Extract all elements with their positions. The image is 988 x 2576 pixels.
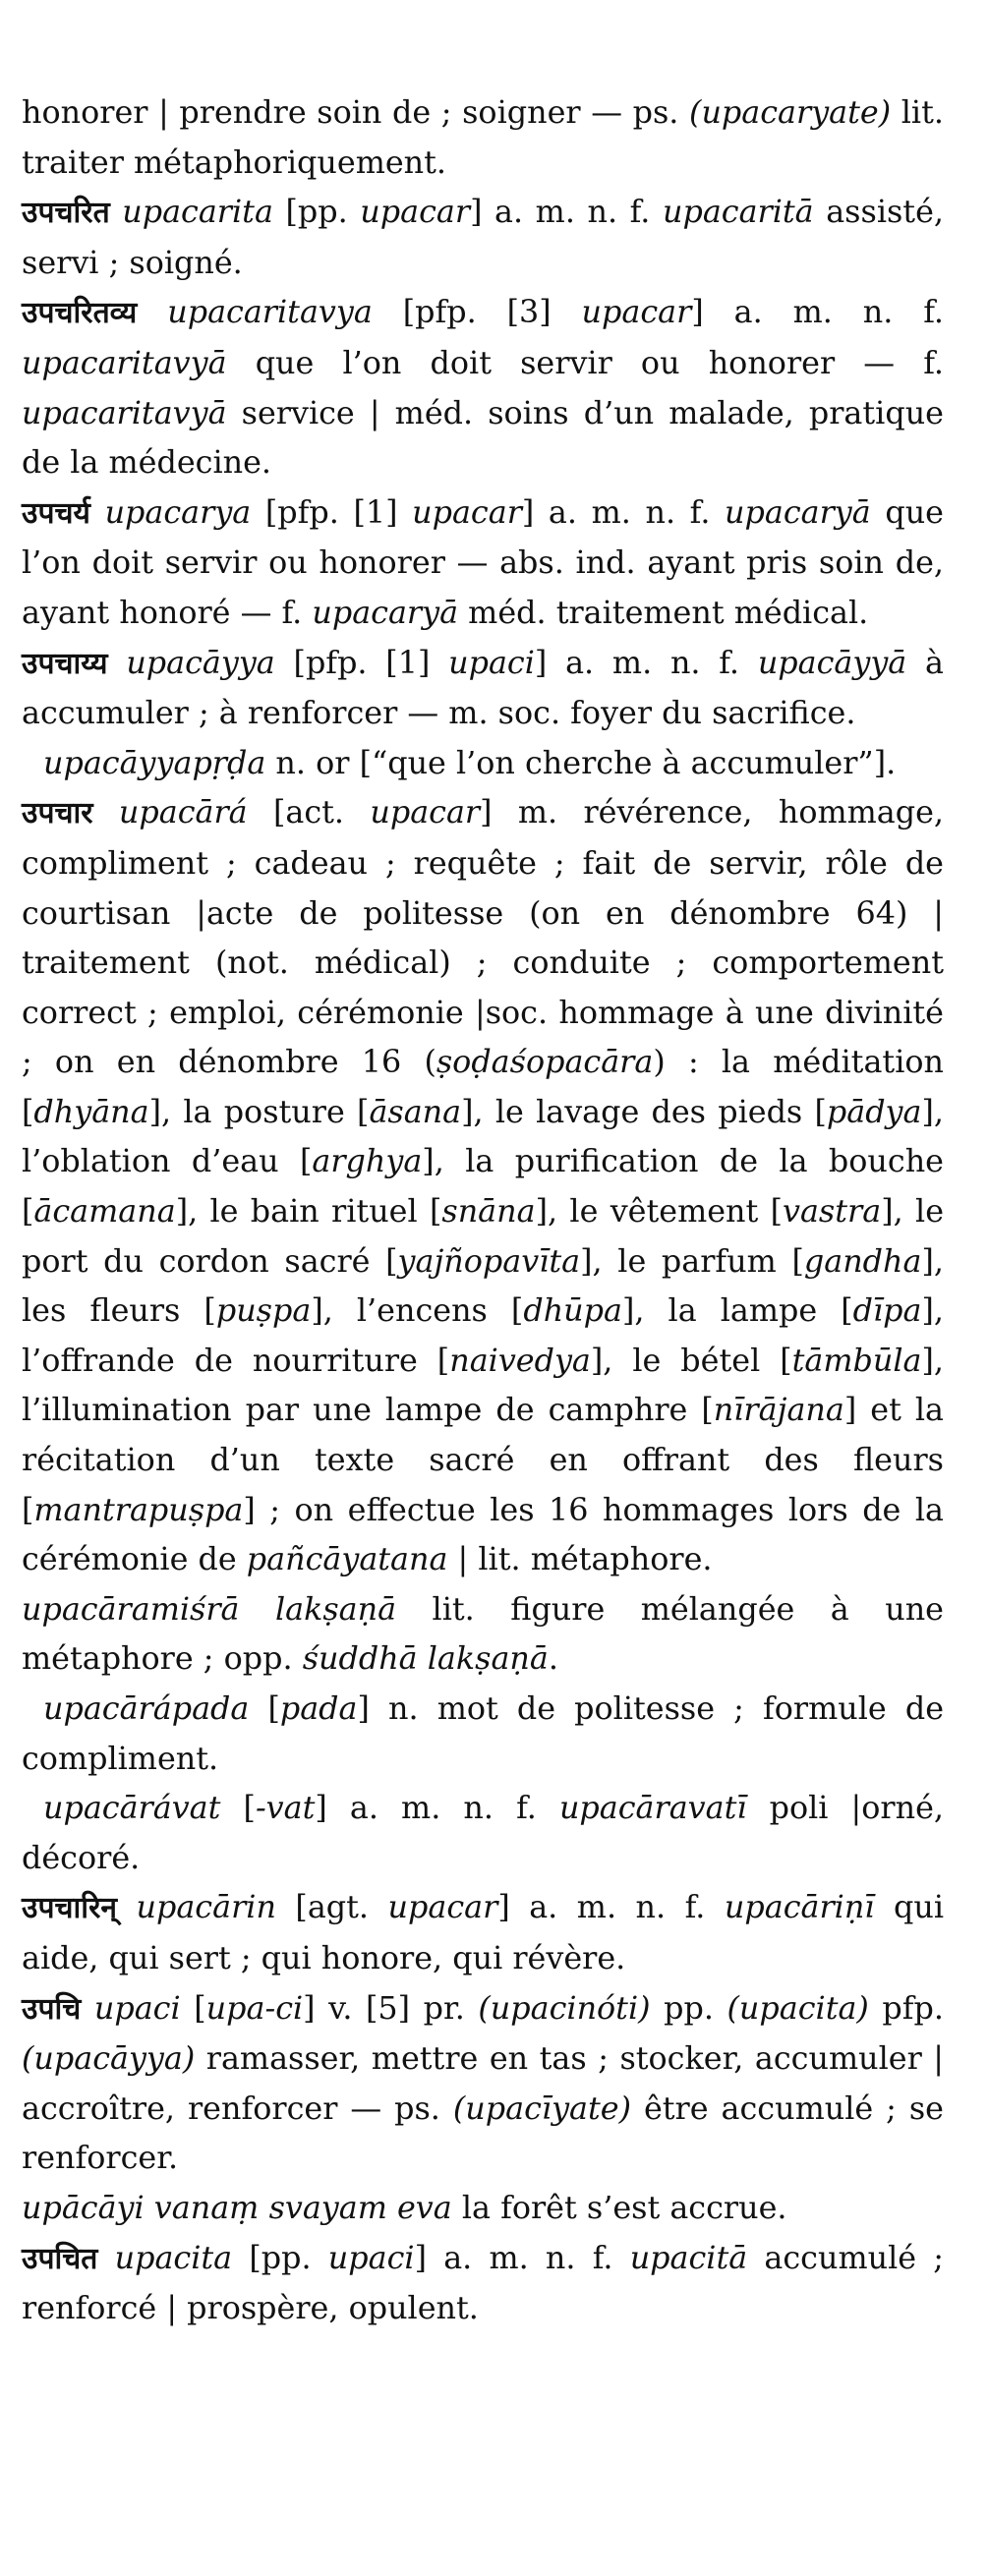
entry-text [110, 194, 123, 230]
italic-term: (upacāyya) [22, 2040, 196, 2078]
italic-term: upacaritā [662, 194, 814, 231]
entry-text: | lit. métaphore. [447, 1541, 713, 1578]
italic-term: upacitā [629, 2239, 748, 2276]
entry-text: ] a. m. n. f. [470, 194, 663, 231]
entry-text [90, 494, 105, 531]
italic-term: upacarita [122, 194, 273, 231]
italic-term: upacāyyā [757, 644, 907, 681]
italic-term: upacar [581, 294, 692, 331]
entry-text: assisté, servi ; soigné. [22, 194, 945, 281]
entry-text: pp. [650, 1989, 727, 2027]
dictionary-subentry [22, 739, 944, 789]
italic-term: (upacaryate) [689, 94, 892, 131]
headword-devanagari: उपचित [22, 2241, 98, 2276]
entry-text: [ [249, 1690, 280, 1727]
dictionary-entry [22, 2234, 944, 2334]
italic-term: upacaritavya [167, 294, 373, 331]
entry-text: [ [220, 1790, 256, 1827]
dictionary-entry [22, 288, 944, 487]
entry-text: ] n. mot de politesse ; formule de compliment. [22, 1690, 945, 1777]
entry-text: accumulé ; renforcé | prospère, opulent. [22, 2239, 945, 2327]
entry-text: ], le parfum [ [580, 1242, 804, 1280]
entry-text: ] a. m. n. f. [691, 294, 944, 331]
italic-term: upacarya [104, 493, 252, 531]
italic-term: upacaryā [725, 493, 871, 531]
entry-text [108, 645, 127, 681]
entry-text: ] a. m. n. f. [521, 493, 726, 531]
dictionary-entry [22, 1883, 944, 1983]
entry-text: ] a. m. n. f. [315, 1790, 559, 1827]
italic-term: upaci [327, 2239, 415, 2276]
italic-term: upacāyya [126, 644, 275, 681]
italic-term: upacar [360, 194, 471, 231]
entry-text: ] a. m. n. f. [534, 644, 758, 681]
italic-term: (upacinóti) [478, 1989, 651, 2027]
italic-term: upacārin [136, 1889, 276, 1926]
entry-text: ], le vêtement [ [535, 1193, 784, 1231]
dictionary-entry [22, 1585, 944, 1685]
entry-text [93, 794, 119, 830]
entry-text [81, 1990, 94, 2027]
italic-term: tāmbūla [791, 1342, 922, 1379]
italic-term: -vat [255, 1790, 316, 1827]
entry-text: ] m. révérence, hommage, compliment ; cadeau ; requête ; fait de servir, rôle de courtisan |acte de politesse (on en dénombre 64) | traitement (not. médical) ; conduite ; comportement correct ; emploi, cérémonie |soc. hommage à une divinité ; on en dénombre 16 ( [22, 794, 944, 1081]
italic-term: dhūpa [523, 1292, 622, 1330]
dictionary-page [22, 88, 944, 2334]
entry-text: ], la posture [ [148, 1093, 370, 1130]
entry-text: ], le bétel [ [590, 1342, 792, 1379]
entry-text: ], l’encens [ [311, 1292, 524, 1330]
entry-text: [pp. [232, 2239, 328, 2276]
italic-term: upacita [114, 2239, 233, 2276]
entry-text: à accumuler ; à renforcer — m. soc. foyer du sacrifice. [22, 644, 944, 732]
italic-term: upacar [370, 794, 481, 831]
italic-term: ṣoḍaśopacāra [436, 1044, 654, 1081]
italic-term: yajñopavīta [397, 1242, 581, 1280]
entry-text: méd. traitement médical. [458, 594, 869, 631]
entry-text: ], la lampe [ [621, 1292, 853, 1330]
entry-text: ], l’oblation d’eau [ [22, 1093, 944, 1180]
italic-term: upacāramiśrā lakṣaṇā [22, 1590, 397, 1628]
entry-text: [pfp. [1] [251, 493, 413, 531]
italic-term: puṣpa [215, 1292, 312, 1330]
entry-text: ] a. m. n. f. [497, 1889, 725, 1926]
italic-term: pañcāyatana [246, 1541, 448, 1578]
dictionary-subentry [22, 1784, 944, 1883]
italic-term: upaci [93, 1989, 181, 2027]
italic-term: pādya [826, 1093, 922, 1130]
headword-devanagari: उपचरितव्य [22, 296, 138, 331]
italic-term: (upacita) [726, 1989, 869, 2027]
entry-text: qui aide, qui sert ; qui honore, qui révère. [22, 1889, 944, 1976]
entry-text: honorer | prendre soin de ; soigner — ps. [22, 94, 690, 131]
entry-text [97, 2240, 114, 2276]
italic-term: ācamana [33, 1193, 176, 1231]
italic-term: upaci [448, 644, 535, 681]
entry-text: pfp. [868, 1989, 945, 2027]
entry-text: [agt. [275, 1889, 388, 1926]
entry-text: ], le lavage des pieds [ [461, 1093, 827, 1130]
italic-term: upacaritavyā [22, 394, 227, 431]
entry-text: [pfp. [3] [372, 294, 582, 331]
italic-term: upācāyi vanaṃ svayam eva [22, 2189, 452, 2226]
entry-text: n. or [“que l’on cherche à accumuler”]. [265, 744, 897, 781]
dictionary-entry [22, 788, 944, 1585]
headword-devanagari: उपचरित [22, 196, 110, 231]
entry-text: ] v. [5] pr. [303, 1989, 479, 2027]
italic-term: upacāyyapṛḍa [43, 744, 266, 781]
entry-text: [act. [247, 794, 371, 831]
italic-term: upacārápada [43, 1690, 250, 1727]
italic-term: upacārá [118, 794, 248, 831]
entry-text: lit. figure mélangée à une métaphore ; opp. [22, 1590, 944, 1678]
italic-term: dhyāna [33, 1093, 149, 1130]
dictionary-entry [22, 488, 944, 639]
headword-devanagari: उपचार [22, 796, 93, 831]
italic-term: nīrājana [713, 1392, 844, 1429]
entry-text: service | méd. soins d’un malade, pratique de la médecine. [22, 394, 944, 482]
italic-term: upacar [412, 493, 522, 531]
italic-term: upacārávat [43, 1790, 221, 1827]
entry-text: ], la purification de la bouche [ [22, 1143, 944, 1231]
entry-text: lit. traiter métaphoriquement. [22, 94, 944, 181]
italic-term: gandha [803, 1242, 922, 1280]
dictionary-entry [22, 188, 944, 288]
italic-term: upacaritavyā [22, 344, 227, 381]
italic-term: arghya [312, 1143, 423, 1180]
italic-term: vastra [783, 1193, 882, 1231]
italic-term: snāna [441, 1193, 536, 1231]
italic-term: mantrapuṣpa [33, 1491, 244, 1528]
entry-text: ], l’offrande de nourriture [ [22, 1292, 944, 1379]
headword-devanagari: उपचि [22, 1991, 82, 2027]
dictionary-entry [22, 1984, 944, 2184]
italic-term: āsana [369, 1093, 462, 1130]
dictionary-entry [22, 2184, 944, 2234]
entry-text: ] ; on effectue les 16 hommages lors de la cérémonie de [22, 1491, 944, 1578]
entry-text: ) : la méditation [ [22, 1044, 944, 1130]
entry-text: être accumulé ; se renforcer. [22, 2089, 944, 2177]
entry-text: la forêt s’est accrue. [451, 2189, 787, 2226]
italic-term: dīpa [852, 1292, 922, 1330]
entry-text: ], l’illumination par une lampe de camphre [ [22, 1342, 944, 1429]
entry-text: ], le bain rituel [ [175, 1193, 442, 1231]
entry-text: ], les fleurs [ [22, 1242, 944, 1330]
italic-term: (upacīyate) [452, 2089, 631, 2127]
entry-text: que l’on doit servir ou honorer — f. [226, 344, 944, 381]
entry-text: [pfp. [1] [274, 644, 449, 681]
entry-text: [pp. [272, 194, 361, 231]
entry-text: que l’on doit servir ou honorer — abs. ind. ayant pris soin de, ayant honoré — f. [22, 493, 945, 631]
italic-term: naivedya [449, 1342, 591, 1379]
entry-text: [ [180, 1989, 206, 2027]
entry-text: . [548, 1640, 558, 1678]
entry-text: ] a. m. n. f. [414, 2239, 630, 2276]
dictionary-entry [22, 88, 944, 188]
entry-text: ramasser, mettre en tas ; stocker, accumuler | accroître, renforcer — ps. [22, 2040, 944, 2127]
italic-term: upacāriṇī [724, 1889, 875, 1926]
entry-text: ] et la récitation d’un texte sacré en offrant des fleurs [ [22, 1392, 945, 1528]
italic-term: śuddhā lakṣaṇā [302, 1640, 549, 1678]
entry-text: poli |orné, décoré. [22, 1790, 945, 1876]
italic-term: pada [279, 1690, 358, 1727]
italic-term: upacar [387, 1889, 498, 1926]
entry-text [117, 1889, 137, 1925]
headword-devanagari: उपचर्य [22, 495, 90, 531]
entry-text: ], le port du cordon sacré [ [22, 1193, 945, 1280]
entry-text [137, 294, 167, 330]
dictionary-subentry [22, 1685, 944, 1784]
italic-term: upacāravatī [558, 1790, 747, 1827]
italic-term: upa-ci [205, 1989, 304, 2027]
dictionary-entry [22, 639, 944, 739]
headword-devanagari: उपचाय्य [22, 646, 108, 681]
headword-devanagari: उपचारिन् [22, 1891, 117, 1926]
italic-term: upacaryā [312, 594, 459, 631]
